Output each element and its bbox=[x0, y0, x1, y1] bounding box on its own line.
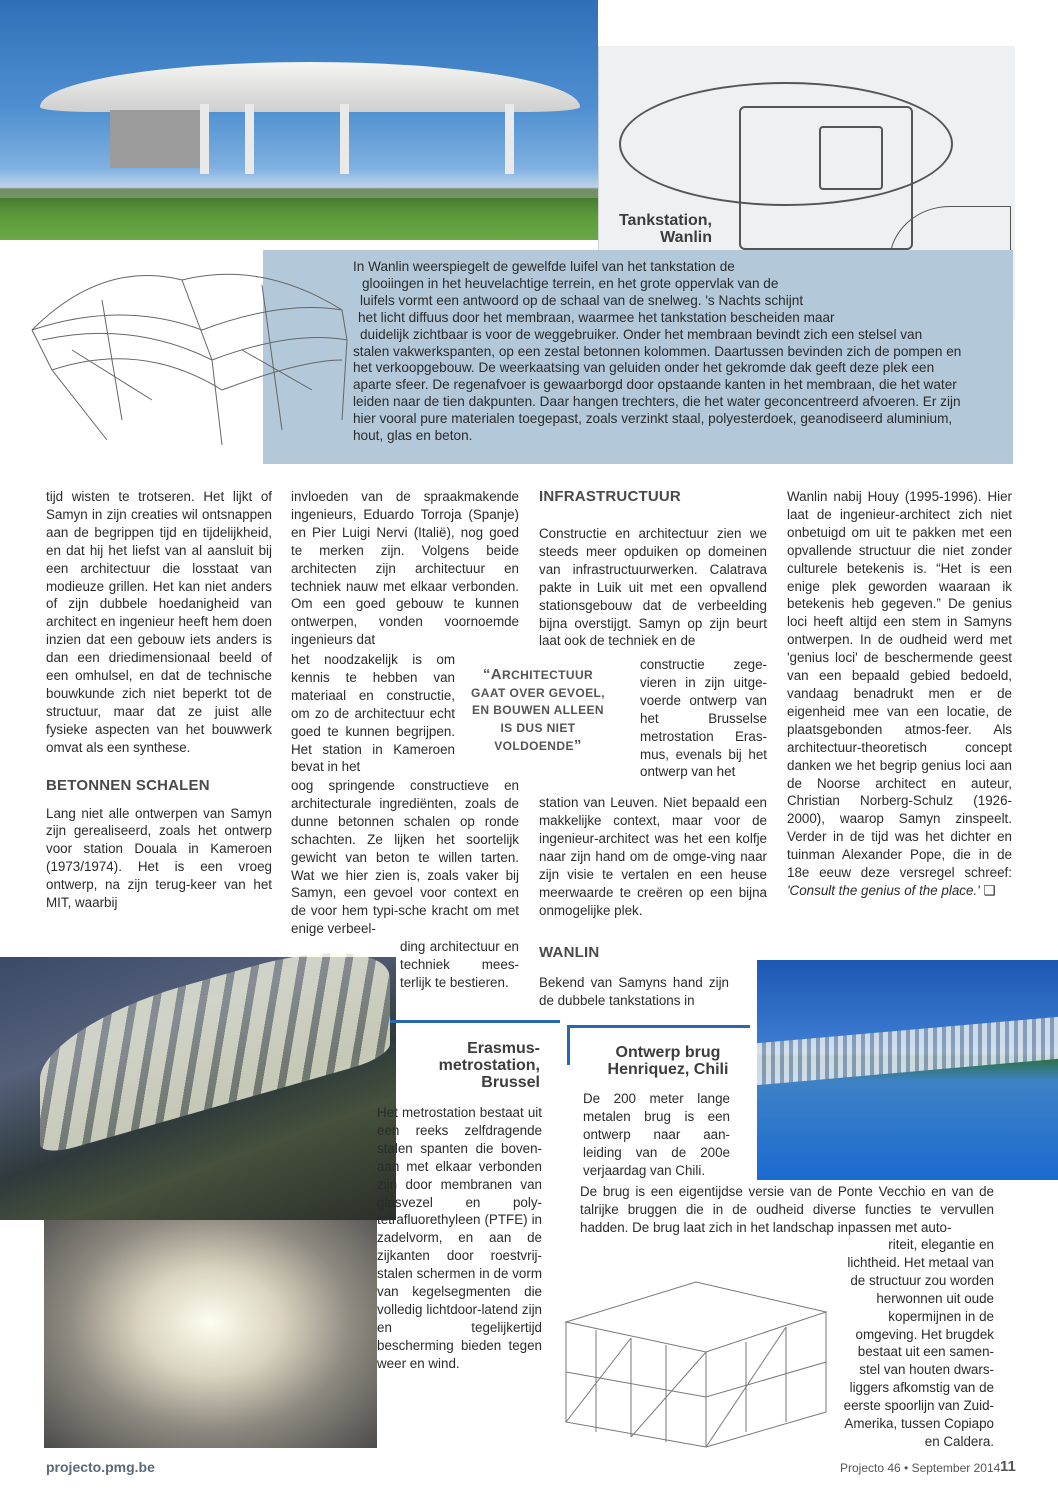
wireframe-drawing bbox=[12, 240, 357, 455]
paragraph: ding architectuur en techniek mees-terlijk te bestieren. bbox=[400, 939, 519, 990]
frame-rule bbox=[567, 1025, 570, 1065]
end-mark: ❑ bbox=[983, 882, 996, 898]
section-heading: BETONNEN SCHALEN bbox=[46, 776, 210, 794]
paragraph: Lang niet alle ontwerpen van Samyn zijn gerealiseerd, zoals het ontwerp voor station Douala in Kameroen (1973/1974). Het is een vroeg ontwerp, na zijn terug-keer van het MIT, waarbij bbox=[46, 805, 272, 911]
brug-text-top bbox=[583, 1090, 730, 1180]
caption-title-line: Erasmus- bbox=[467, 1040, 540, 1057]
caption-title-line: metrostation, bbox=[438, 1057, 540, 1074]
erasmus-night-photo bbox=[0, 957, 396, 1220]
tankstation-photo bbox=[0, 0, 598, 240]
panel-line: hier vooral pure materialen toegepast, zoals verzinkt staal, polyesterdoek, geanodiseerd aluminium, bbox=[353, 411, 953, 427]
footer-site[interactable]: projecto.pmg.be bbox=[46, 1459, 155, 1475]
paragraph: tijd wisten te trotseren. Het lijkt of Samyn in zijn creaties wil ontsnappen aan de begrippen tijd en tijdelijkheid, en dat hij het liefst van al aansluit bij een architectuur die losstaat van modieuze grillen. Het kan niet anders of zijn dubbele hoedanigheid van architect en ingenieur heeft hem doen inzien dat een gebouw iets anders is dan een driedimensionaal beeld of een omhulsel, en dat de technische bouwkunde zich niet beperkt tot de structuur, maar dat ze juist alle fysieke aspecten van het bouwwerk omvat als een synthese. bbox=[46, 489, 272, 755]
frame-rule bbox=[567, 1025, 750, 1028]
column-2-tail bbox=[400, 938, 519, 992]
section-heading: INFRASTRUCTUUR bbox=[539, 488, 681, 505]
column-1 bbox=[46, 488, 272, 912]
paragraph: Bekend van Samyns hand zijn de dubbele tankstations in bbox=[539, 975, 729, 1009]
panel-line: luifels vormt een antwoord op de schaal van de snelweg. 's Nachts schijnt bbox=[360, 292, 804, 308]
paragraph: riteit, elegantie en lichtheid. Het metaal van de structuur zou worden herwonnen uit oude kopermijnen in de omgeving. Het brugdek bestaat uit een samen-stel van houten dwars-liggers afkomstig van de eerste spoorlijn van Zuid-Amerika, tussen Copiapo en Caldera. bbox=[843, 1237, 994, 1449]
panel-line: glooiingen in het heuvelachtige terrein, en het grote oppervlak van de bbox=[362, 275, 779, 291]
panel-line: In Wanlin weerspiegelt de gewelfde luifel van het tankstation de bbox=[353, 259, 735, 274]
erasmus-interior-photo bbox=[44, 1220, 377, 1448]
column-3-lower bbox=[539, 781, 767, 1023]
pull-quote bbox=[452, 666, 624, 756]
caption-title-line: Brussel bbox=[481, 1074, 540, 1091]
quote-line: RCHITECTUUR bbox=[502, 668, 594, 682]
footer-issue: Projecto 46 • September 2014 bbox=[840, 1461, 1001, 1475]
paragraph: invloeden van de spraakmakende ingenieurs, Eduardo Torroja (Spanje) en Pier Luigi Nervi (Italië), nog goed te merken zijn. Volgens beide architecten zijn architectuur en techniek nauw met elkaar verbonden. Om een goed gebouw te kunnen ontwerpen, vonden voornoemde ingenieurs dat bbox=[291, 489, 519, 648]
bridge-photo bbox=[757, 960, 1058, 1180]
paragraph: het noodzakelijk is om kennis te hebben van materiaal en constructie, om zo de architectuur echt goed te kunnen begrijpen. Het station in Kameroen bevat in het bbox=[291, 652, 455, 775]
column-2-lower bbox=[291, 777, 519, 938]
brug-text-right bbox=[842, 1236, 994, 1451]
erasmus-text bbox=[377, 1104, 542, 1373]
section-heading: WANLIN bbox=[539, 943, 600, 961]
quote-line: EN BOUWEN ALLEEN bbox=[472, 703, 604, 717]
paragraph: Constructie en architectuur zien we steeds meer opduiken op domeinen van infrastructuurwerken. Calatrava pakte in Luik uit met een opvallend stationsgebouw dat de verbeelding bijna overstijgt. Samyn op zijn beurt laat ook de techniek en de bbox=[539, 526, 767, 649]
paragraph: Wanlin nabij Houy (1995-1996). Hier laat de ingenieur-architect zich niet onbetuigd om uit te pakken met een opvallende structuur die niet zonder culturele betekenis is. “Het is een enige plek geworden waaraan ik betekenis heb gegeven.” De genius loci heeft altijd een stem in Samyns ontwerpen. In de oudheid werd met 'genius loci' de beschermende geest van een bepaald gebied bedoeld, vandaag benadrukt men er de eigenheid mee van een locatie, de plaatsgebonden atmos-feer. Als architectuur-theoretisch concept danken we het begrip genius loci aan de Noorse architect en auteur, Christian Norberg-Schulz (1926-2000), waarop Samyn zinspeelt. Verder in de tijd was het dichter en tuinman Alexander Pope, die in de 18e eeuw deze versregel schreef: bbox=[787, 489, 1012, 881]
brug-caption bbox=[583, 1044, 753, 1078]
paragraph: De brug is een eigentijdse versie van de Ponte Vecchio en van de talrijke bruggen die in de oudheid diverse functies te vervullen hadden. De brug laat zich in het landschap inpassen met auto- bbox=[580, 1184, 994, 1235]
panel-line: het licht diffuus door het membraan, waarmee het tankstation bescheiden maar bbox=[358, 309, 835, 325]
caption-rule bbox=[390, 1020, 560, 1023]
quote-line: GAAT OVER GEVOEL, bbox=[471, 685, 605, 700]
quote-open: “A bbox=[482, 666, 503, 683]
panel-line: het verkoopgebouw. De weerkaatsing van geluiden onder het gekromde dak geeft deze plek een bbox=[353, 360, 935, 376]
page-number: 11 bbox=[1000, 1458, 1016, 1475]
brug-text-wide bbox=[580, 1183, 994, 1237]
erasmus-caption bbox=[400, 1040, 540, 1091]
quote-close: ” bbox=[573, 737, 582, 754]
column-3-narrow bbox=[640, 656, 767, 781]
panel-line: hout, glas en beton. bbox=[353, 428, 473, 444]
paragraph: constructie zege-vieren in zijn uitge-voerde ontwerp van het Brusselse metrostation Eras-mus, evenals bij het ontwerp van het bbox=[640, 657, 767, 780]
paragraph: oog springende constructieve en architecturale ingrediënten, zoals de dunne betonnen schalen op ronde schachten. Ze lijken het soortelijk gewicht van beton te willen tarten. Wat we hier zien is, zoals vaker bij Samyn, een gevoel voor context en de voor hem typi-sche kracht om met enige verbeel- bbox=[291, 778, 519, 937]
column-3 bbox=[539, 488, 767, 664]
column-4 bbox=[787, 488, 1012, 900]
panel-line: aparte sfeer. De regenafvoer is gewaarborgd door opstaande kanten in het membraan, die het water bbox=[353, 377, 957, 393]
quote-line: VOLDOENDE bbox=[494, 739, 574, 753]
caption-title-line: Ontwerp brug bbox=[615, 1044, 721, 1061]
panel-text bbox=[353, 259, 961, 445]
panel-line: duidelijk zichtbaar is voor de weggebruiker. Onder het membraan bevindt zich een stelsel van bbox=[360, 326, 923, 342]
consult-quote: 'Consult the genius of the place.' bbox=[787, 882, 980, 898]
paragraph: station van Leuven. Niet bepaald een makkelijke context, maar voor de ingenieur-architect was het een kolfje naar zijn hand om de omge-ving naar zijn visie te vertalen en een heuse meerwaarde te creëren op een bijna onmogelijke plek. bbox=[539, 795, 767, 918]
paragraph: Het metrostation bestaat uit een reeks zelfdragende stalen spanten die boven-aan met elkaar verbonden zijn door membranen van glasvezel en poly-tetrafluorethyleen (PTFE) in zadelvorm, en aan de zijkanten door roestvrij-stalen schermen in de vorm van kegelsegmenten die volledig lichtdoor-latend zijn en tegelijkertijd bescherming bieden tegen weer en wind. bbox=[377, 1105, 542, 1371]
caption-title-line: Wanlin bbox=[660, 229, 712, 246]
paragraph: De 200 meter lange metalen brug is een ontwerp naar aan-leiding van de 200e verjaardag van Chili. bbox=[583, 1091, 730, 1178]
panel-line: leiden naar de tien dakpunten. Daar hangen trechters, die het water geconcentreerd afvoeren. Er zijn bbox=[353, 394, 961, 410]
panel-line: stalen vakwerkspanten, op een zestal betonnen kolommen. Daartussen bevinden zich de pompen en bbox=[353, 343, 962, 359]
caption-title-line: Tankstation, bbox=[618, 212, 712, 229]
caption-title-line: Henriquez, Chili bbox=[607, 1061, 729, 1078]
quote-line: IS DUS NIET bbox=[500, 720, 576, 735]
tankstation-caption bbox=[612, 212, 712, 246]
column-2 bbox=[291, 488, 519, 649]
column-2-narrow bbox=[291, 651, 455, 776]
bridge-drawing bbox=[556, 1272, 839, 1450]
